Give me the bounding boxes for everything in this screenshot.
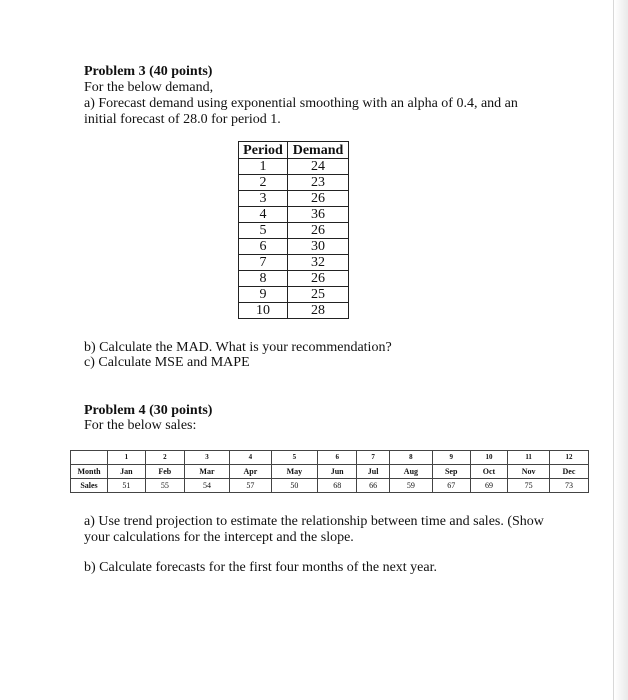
sales-cell: 69 bbox=[470, 479, 508, 493]
month-cell: Jan bbox=[108, 465, 146, 479]
table-row bbox=[239, 223, 349, 239]
month-cell: Feb bbox=[145, 465, 184, 479]
month-number-cell: 8 bbox=[390, 451, 433, 465]
demand-cell: 28 bbox=[288, 303, 349, 319]
sales-cell: 51 bbox=[108, 479, 146, 493]
period-cell: 8 bbox=[239, 271, 288, 287]
table-row bbox=[239, 159, 349, 175]
table-row bbox=[239, 287, 349, 303]
sales-cell: 66 bbox=[357, 479, 390, 493]
month-cell: Apr bbox=[230, 465, 272, 479]
sales-cell: 67 bbox=[432, 479, 470, 493]
problem4-title: Problem 4 (30 points) bbox=[84, 403, 213, 418]
month-cell: Nov bbox=[508, 465, 550, 479]
demand-table bbox=[238, 141, 349, 319]
period-cell: 5 bbox=[239, 223, 288, 239]
problem3-part-c: c) Calculate MSE and MAPE bbox=[84, 355, 250, 370]
period-cell: 10 bbox=[239, 303, 288, 319]
problem4-part-a: a) Use trend projection to estimate the relationship between time and sales. (Show your calculations for the intercept and the slope. bbox=[84, 514, 544, 545]
sales-label: Sales bbox=[71, 479, 108, 493]
problem3-intro: For the below demand, bbox=[84, 80, 214, 95]
table-row bbox=[239, 239, 349, 255]
month-number-cell: 7 bbox=[357, 451, 390, 465]
demand-cell: 24 bbox=[288, 159, 349, 175]
sales-cell: 50 bbox=[271, 479, 318, 493]
month-number-cell: 10 bbox=[470, 451, 508, 465]
period-cell: 2 bbox=[239, 175, 288, 191]
month-number-cell: 5 bbox=[271, 451, 318, 465]
month-cell: Aug bbox=[390, 465, 433, 479]
demand-cell: 25 bbox=[288, 287, 349, 303]
table-row bbox=[239, 303, 349, 319]
problem4-intro: For the below sales: bbox=[84, 418, 197, 433]
month-number-cell: 3 bbox=[184, 451, 229, 465]
problem3-part-a: a) Forecast demand using exponential smoothing with an alpha of 0.4, and an initial forecast of 28.0 for period 1. bbox=[84, 96, 518, 127]
sales-cell: 55 bbox=[145, 479, 184, 493]
demand-cell: 26 bbox=[288, 191, 349, 207]
period-cell: 4 bbox=[239, 207, 288, 223]
problem4-part-b: b) Calculate forecasts for the first four months of the next year. bbox=[84, 560, 437, 575]
month-label: Month bbox=[71, 465, 108, 479]
table-row bbox=[239, 175, 349, 191]
sales-cell: 73 bbox=[549, 479, 588, 493]
table-row bbox=[239, 191, 349, 207]
table-row bbox=[71, 479, 589, 493]
period-cell: 9 bbox=[239, 287, 288, 303]
period-cell: 7 bbox=[239, 255, 288, 271]
month-number-cell: 4 bbox=[230, 451, 272, 465]
blank-cell bbox=[71, 451, 108, 465]
month-cell: Dec bbox=[549, 465, 588, 479]
month-number-cell: 1 bbox=[108, 451, 146, 465]
month-cell: May bbox=[271, 465, 318, 479]
period-cell: 3 bbox=[239, 191, 288, 207]
demand-cell: 36 bbox=[288, 207, 349, 223]
demand-cell: 30 bbox=[288, 239, 349, 255]
table-row bbox=[239, 207, 349, 223]
demand-cell: 32 bbox=[288, 255, 349, 271]
page-edge bbox=[613, 0, 628, 700]
month-number-cell: 2 bbox=[145, 451, 184, 465]
table-row bbox=[239, 255, 349, 271]
month-number-cell: 6 bbox=[318, 451, 357, 465]
problem3-title: Problem 3 (40 points) bbox=[84, 64, 213, 79]
month-cell: Jul bbox=[357, 465, 390, 479]
sales-cell: 68 bbox=[318, 479, 357, 493]
sales-table bbox=[70, 450, 589, 493]
month-number-cell: 9 bbox=[432, 451, 470, 465]
period-cell: 6 bbox=[239, 239, 288, 255]
demand-cell: 23 bbox=[288, 175, 349, 191]
problem3-part-b: b) Calculate the MAD. What is your recommendation? bbox=[84, 340, 392, 355]
table-row bbox=[239, 271, 349, 287]
table-row bbox=[71, 451, 589, 465]
month-cell: Oct bbox=[470, 465, 508, 479]
demand-cell: 26 bbox=[288, 223, 349, 239]
month-number-cell: 12 bbox=[549, 451, 588, 465]
sales-cell: 75 bbox=[508, 479, 550, 493]
month-cell: Mar bbox=[184, 465, 229, 479]
month-cell: Sep bbox=[432, 465, 470, 479]
demand-header: Demand bbox=[288, 142, 349, 159]
table-row bbox=[71, 465, 589, 479]
month-number-cell: 11 bbox=[508, 451, 550, 465]
sales-cell: 57 bbox=[230, 479, 272, 493]
month-cell: Jun bbox=[318, 465, 357, 479]
period-cell: 1 bbox=[239, 159, 288, 175]
demand-cell: 26 bbox=[288, 271, 349, 287]
period-header: Period bbox=[239, 142, 288, 159]
sales-cell: 54 bbox=[184, 479, 229, 493]
sales-cell: 59 bbox=[390, 479, 433, 493]
